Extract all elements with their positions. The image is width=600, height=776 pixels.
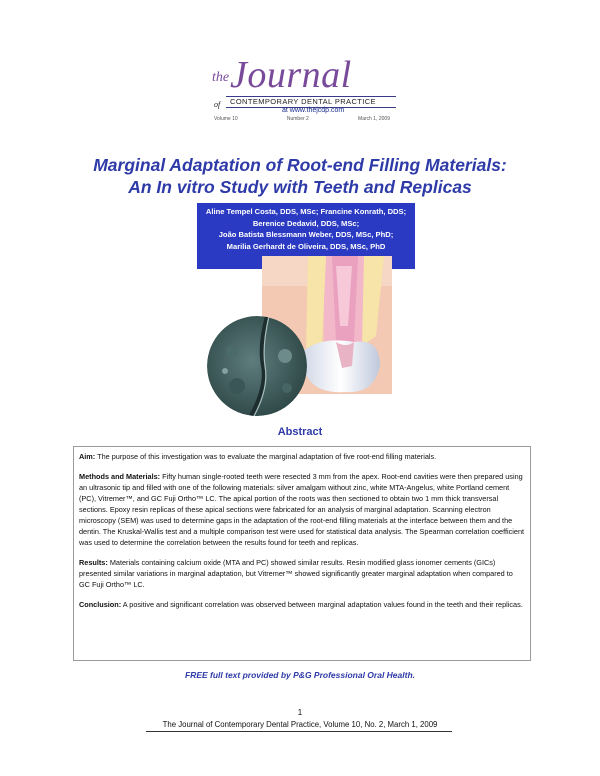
- author-line: Aline Tempel Costa, DDS, MSc; Francine Konrath, DDS;: [205, 207, 407, 216]
- conclusion-label: Conclusion:: [79, 600, 122, 609]
- masthead-number: Number 2: [286, 116, 309, 122]
- masthead-journal-name: CONTEMPORARY DENTAL PRACTICE: [230, 97, 376, 106]
- methods-text: Fifty human single-rooted teeth were resected 3 mm from the apex. Root-end cavities were then prepared using an ultrasonic tip and filled with one of the following materials: silver amalgam without zinc, white MTA-Angelus, white Portland cement (PC), Vitremer™, and GC Fuji Ortho™ LC. The apical portion of the roots was then sectioned to obtain two 1 mm thick transversal sections. Epoxy resin replicas of these apical sections were fabricated for an analysis of marginal adaptation. Scanning electron microscopy (SEM) was used to determine gaps in the adaptation of the root-end filling materials at the interface between them and the dentin. The Kruskal-Wallis test and a multiple comparison test were used for statistical data analysis. The Spearman correlation coefficient was used to determine the correlation between the results found for teeth and replicas.: [79, 472, 525, 547]
- masthead-journal: Journal: [230, 54, 352, 96]
- title-line-2-post: Study with Teeth and Replicas: [214, 177, 472, 197]
- abstract-box: [73, 446, 531, 661]
- methods-label: Methods and Materials:: [79, 472, 161, 481]
- journal-masthead: [212, 56, 390, 126]
- free-fulltext-link[interactable]: FREE full text provided by P&G Professional Oral Health.: [184, 670, 416, 680]
- author-line: João Batista Blessmann Weber, DDS, MSc, PhD;: [218, 230, 394, 239]
- author-line: Marilia Gerhardt de Oliveira, DDS, MSc, PhD: [226, 241, 386, 251]
- results-text: Materials containing calcium oxide (MTA and PC) showed similar results. Resin modified glass ionomer cements (GICs) presented similar variations in marginal adaptation, but Vitremer™ showed significantly greater marginal adaptation when compared to GC Fuji Ortho™ LC.: [79, 558, 513, 589]
- title-line-2-italic: In vitro: [156, 177, 215, 197]
- aim-label: Aim:: [79, 452, 96, 461]
- title-line-2: [0, 176, 600, 198]
- aim-text: The purpose of this investigation was to evaluate the marginal adaptation of five root-end filling materials.: [95, 452, 437, 461]
- masthead-the: the: [212, 70, 230, 85]
- results-label: Results:: [79, 558, 108, 567]
- author-line: Berenice Dedavid, DDS, MSc;: [252, 218, 360, 228]
- title-line-1: Marginal Adaptation of Root-end Filling Materials:: [93, 155, 507, 175]
- masthead-volume: Volume 10: [214, 116, 238, 122]
- sem-micrograph: [207, 316, 307, 416]
- conclusion-text: A positive and significant correlation was observed between marginal adaptation values found in the teeth and their replicas.: [121, 600, 523, 609]
- masthead-date: March 1, 2009: [358, 116, 390, 122]
- masthead-of: of: [214, 100, 221, 109]
- abstract-conclusion: [79, 599, 525, 610]
- abstract-aim: [79, 451, 525, 462]
- page-number: 1: [297, 708, 303, 717]
- page-footer: The Journal of Contemporary Dental Practice, Volume 10, No. 2, March 1, 2009: [162, 720, 438, 729]
- footer-underline: [146, 731, 452, 732]
- title-line-2-pre: An: [128, 177, 157, 197]
- abstract-results: [79, 557, 525, 590]
- masthead-issue-info: [214, 116, 390, 122]
- abstract-methods: [79, 471, 525, 548]
- masthead-url: at www.thejcdp.com: [282, 107, 345, 114]
- paper-title: [0, 154, 600, 198]
- abstract-heading: Abstract: [277, 426, 323, 438]
